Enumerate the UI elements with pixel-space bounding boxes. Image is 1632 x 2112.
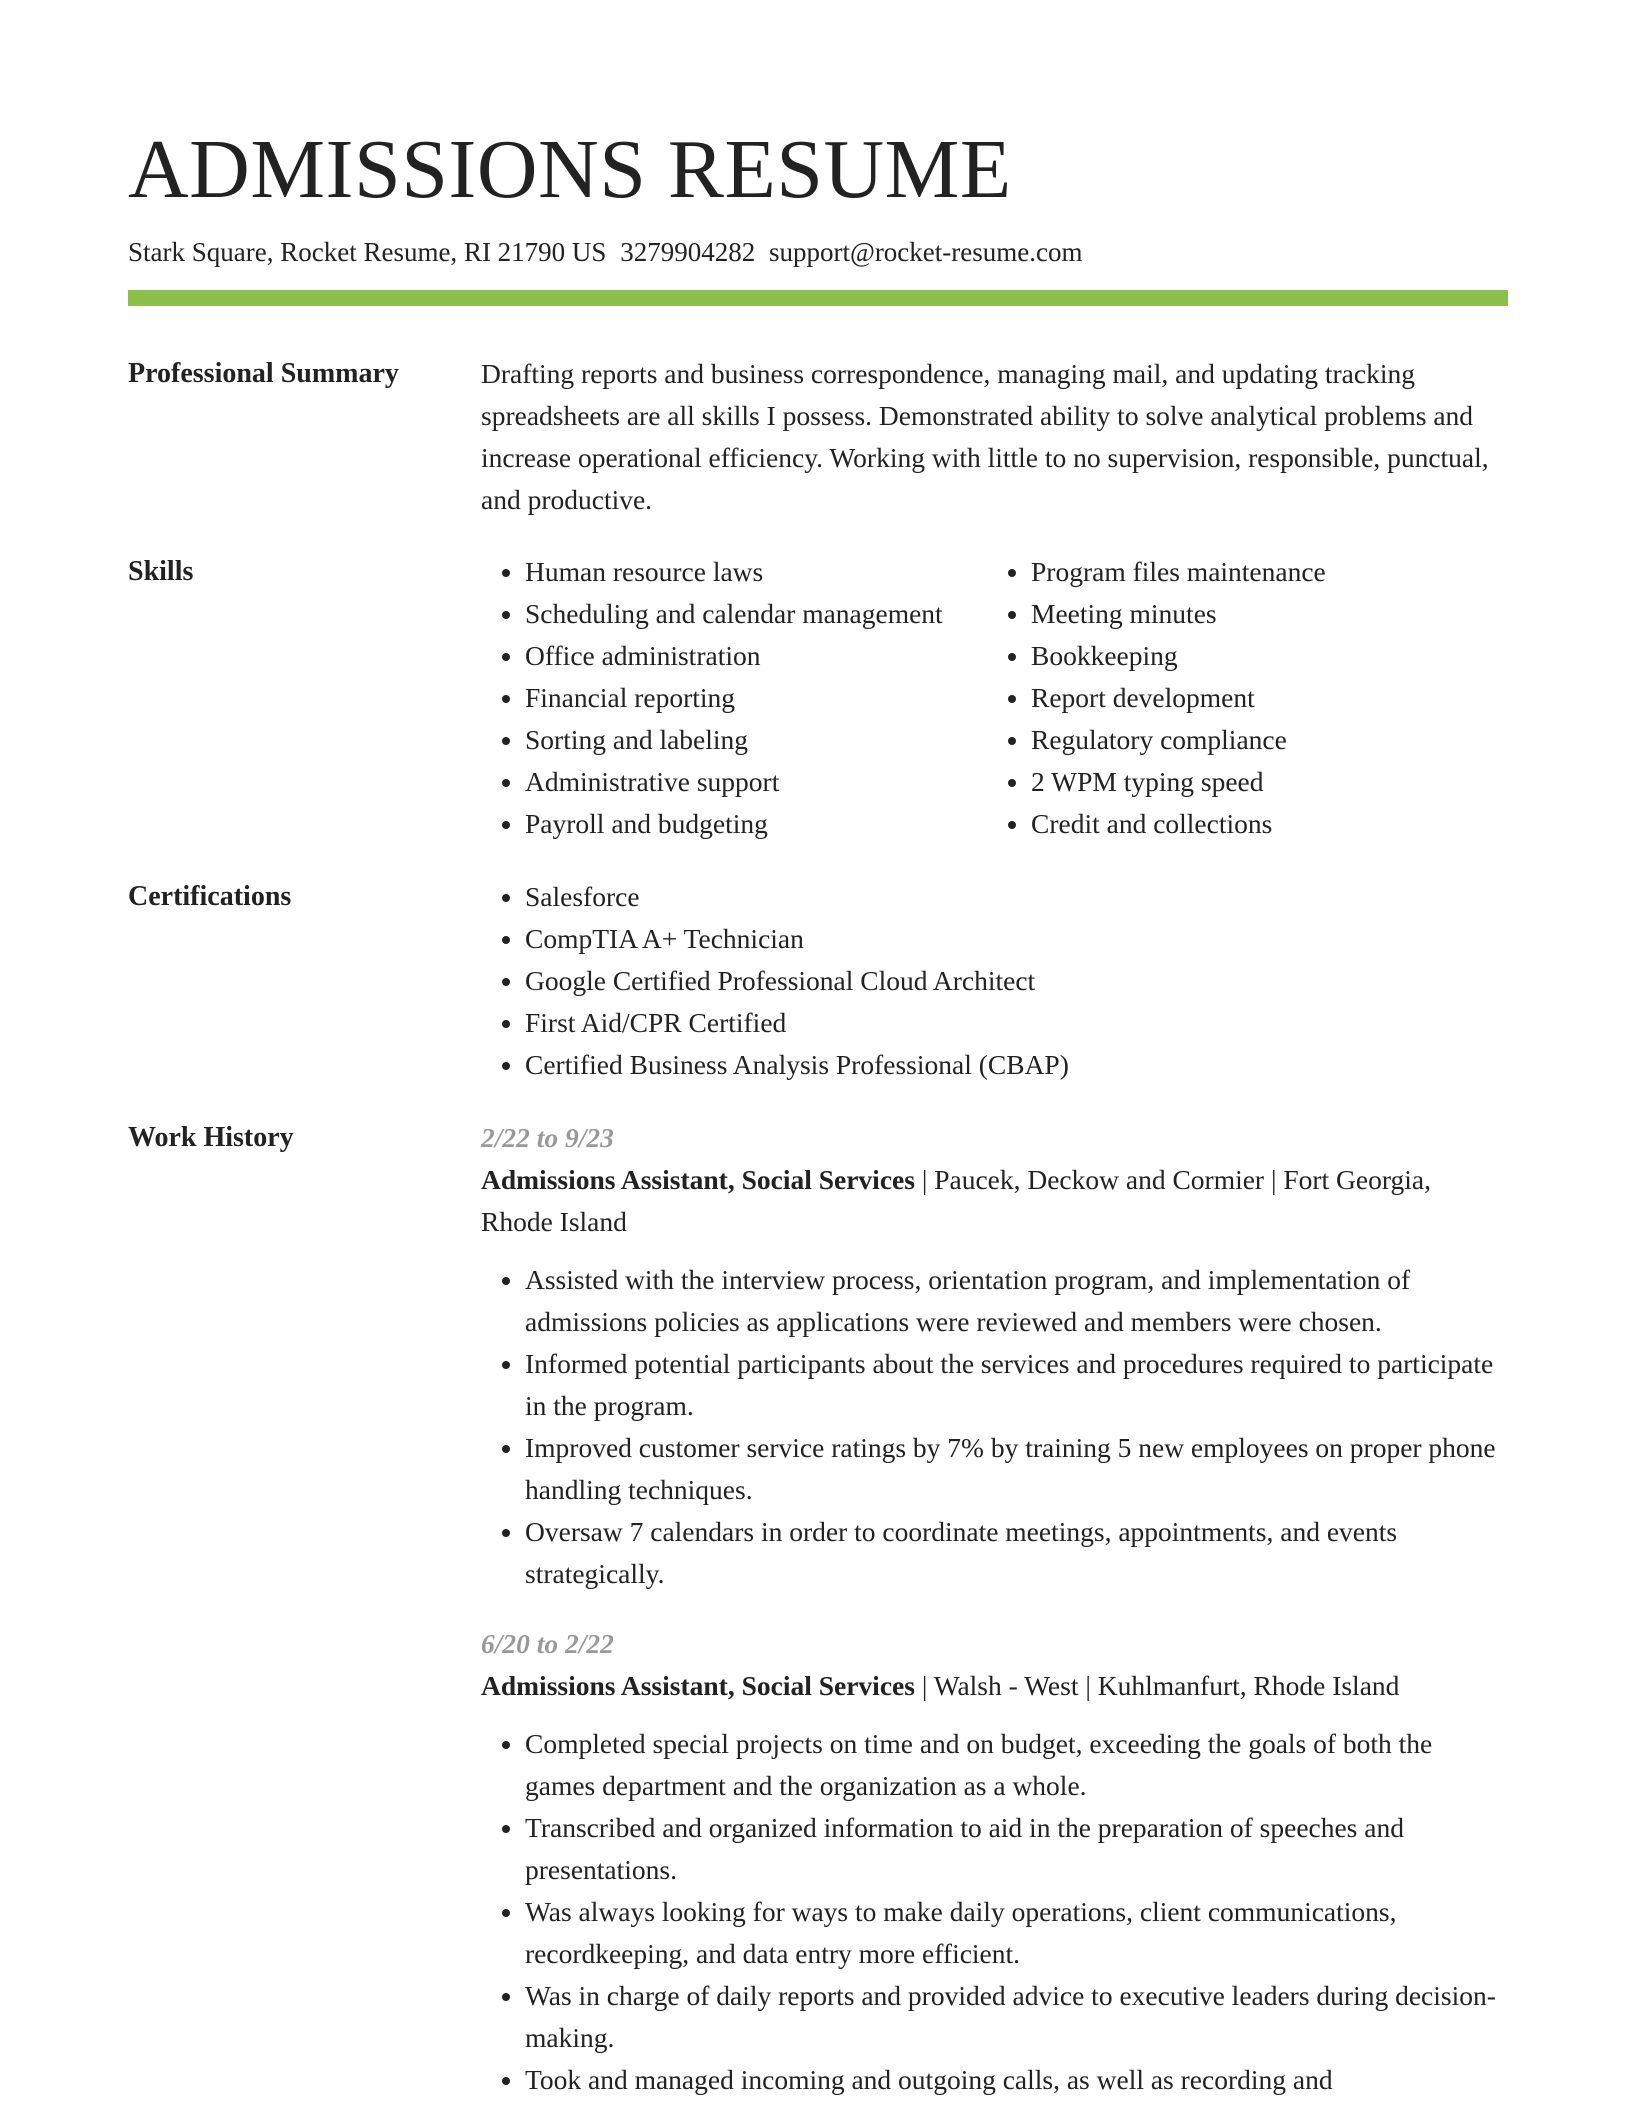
summary-text: Drafting reports and business correspondence, managing mail, and updating tracking spreadsheets are all skills I possess. Demonstrated ability to solve analytical problems and increase operational efficiency. Working with little to no supervision, responsible, punctual, and productive. <box>481 358 1489 515</box>
skills-column-2 <box>987 551 1511 845</box>
job-bullet: • Improved customer service ratings by 7% by training 5 new employees on proper phone handling techniques. <box>525 1427 1508 1511</box>
certification-item: • Certified Business Analysis Professional (CBAP) <box>525 1044 1508 1086</box>
job-heading <box>481 1159 1508 1243</box>
certification-item: • Salesforce <box>525 876 1508 918</box>
job-bullet: • Took and managed incoming and outgoing calls, as well as recording and <box>525 2059 1508 2101</box>
certification-item: • Google Certified Professional Cloud Architect <box>525 960 1508 1002</box>
contact-phone: 3279904282 <box>620 237 756 267</box>
summary-section <box>128 353 1508 521</box>
job-bullet: • Transcribed and organized information to aid in the preparation of speeches and presentations. <box>525 1807 1508 1891</box>
job-bullet: • Was in charge of daily reports and provided advice to executive leaders during decision-making. <box>525 1975 1508 2059</box>
resume-page <box>128 118 1508 2101</box>
summary-heading: Professional Summary <box>128 358 399 389</box>
job-employer-location: | Walsh - West | Kuhlmanfurt, Rhode Island <box>914 1670 1400 1701</box>
skill-item: • Regulatory compliance <box>1031 719 1511 761</box>
skill-item: • Payroll and budgeting <box>525 803 987 845</box>
certification-item: • First Aid/CPR Certified <box>525 1002 1508 1044</box>
job-dates: 6/20 to 2/22 <box>481 1628 614 1659</box>
skill-item: • Report development <box>1031 677 1511 719</box>
skill-item: • Administrative support <box>525 761 987 803</box>
skill-item: • Bookkeeping <box>1031 635 1511 677</box>
skills-column-1 <box>481 551 987 845</box>
job-entry <box>481 1117 1508 1595</box>
job-bullet: • Assisted with the interview process, orientation program, and implementation of admissions policies as applications were reviewed and members were chosen. <box>525 1259 1508 1343</box>
job-bullets <box>481 1723 1508 2101</box>
skill-item: • Financial reporting <box>525 677 987 719</box>
skill-item: • Meeting minutes <box>1031 593 1511 635</box>
contact-email: support@rocket-resume.com <box>768 237 1083 267</box>
job-bullet: • Informed potential participants about the services and procedures required to participate in the program. <box>525 1343 1508 1427</box>
accent-divider <box>128 290 1508 306</box>
certifications-heading: Certifications <box>128 881 292 912</box>
skills-section <box>128 551 1508 845</box>
contact-address: Stark Square, Rocket Resume, RI 21790 US <box>128 237 607 267</box>
skill-item: • Sorting and labeling <box>525 719 987 761</box>
skill-item: • Program files maintenance <box>1031 551 1511 593</box>
skill-item: • Office administration <box>525 635 987 677</box>
work-history-heading: Work History <box>128 1122 294 1153</box>
certifications-section <box>128 876 1508 1086</box>
job-bullet: • Was always looking for ways to make daily operations, client communications, recordkeeping, and data entry more efficient. <box>525 1891 1508 1975</box>
certifications-list <box>481 876 1508 1086</box>
job-title: Admissions Assistant, Social Services <box>481 1670 915 1701</box>
job-employer-location: | Paucek, Deckow and Cormier | Fort Georgia, Rhode Island <box>481 1164 1432 1237</box>
job-title: Admissions Assistant, Social Services <box>481 1164 915 1195</box>
skills-heading: Skills <box>128 556 194 587</box>
work-history-section <box>128 1117 1508 2101</box>
skill-item: • Credit and collections <box>1031 803 1511 845</box>
resume-name: ADMISSIONS RESUME <box>128 123 1012 216</box>
job-heading <box>481 1665 1508 1707</box>
job-bullet: • Completed special projects on time and on budget, exceeding the goals of both the games department and the organization as a whole. <box>525 1723 1508 1807</box>
contact-line <box>128 234 1508 270</box>
skill-item: • 2 WPM typing speed <box>1031 761 1511 803</box>
job-bullet: • Oversaw 7 calendars in order to coordinate meetings, appointments, and events strategically. <box>525 1511 1508 1595</box>
job-entry <box>481 1623 1508 2101</box>
skill-item: • Scheduling and calendar management <box>525 593 987 635</box>
job-bullets <box>481 1259 1508 1595</box>
skill-item: • Human resource laws <box>525 551 987 593</box>
job-dates: 2/22 to 9/23 <box>481 1122 614 1153</box>
certification-item: • CompTIA A+ Technician <box>525 918 1508 960</box>
